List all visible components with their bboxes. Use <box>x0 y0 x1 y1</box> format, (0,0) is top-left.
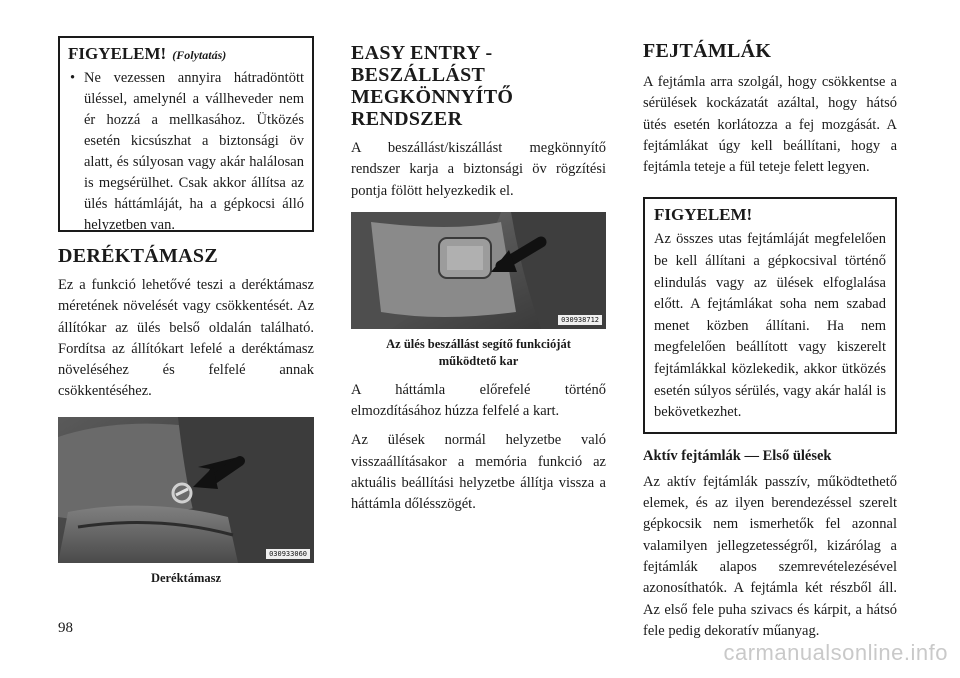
easy-entry-figure <box>351 212 606 329</box>
section-heading-lumbar: DERÉKTÁMASZ <box>58 245 218 267</box>
warning-bullet <box>68 68 304 236</box>
lumbar-support-figure <box>58 417 314 563</box>
lumbar-paragraph: Ez a funkció lehetővé teszi a deréktámasz méretének növelését vagy csökkentését. Az állítókar az ülés belső oldalán található. Fordítsa az állítókart lefelé a deréktámasz növeléséhez és felfelé annak csökkentéséhez. <box>58 277 314 400</box>
figure-code: 030933060 <box>266 549 310 559</box>
easy-entry-paragraph-2: Az ülések normál helyzetbe való visszaállításakor a memória funkció az aktuális beállítási helyzetbe állítja vissza a háttámla dőlésszögét. <box>351 432 606 513</box>
warning-text: Az összes utas fejtámláját megfelelően be kell állítani a gépkocsival történő elindulás vagy az ülések elfoglalása előtt. A fejtámlákat soha nem szabad menet közben állítani. Ha nem megfelelően beállított vagy kiszerelt fejtámlákkal közlekedik, akkor ütközés esetén súlyos sérülés, vagy akár halál is bekövetkezhet. <box>654 231 886 421</box>
head-restraints-intro: A fejtámla arra szolgál, hogy csökkentse a sérülések kockázatát azáltal, hogy hátsó ütés esetén korlátozza a fej mozgását. A fejtámlákat úgy kell beállítani, hogy a fejtámla teteje a fül teteje felett legyen. <box>643 74 897 176</box>
easy-entry-intro: A beszállást/kiszállást megkönnyítő rendszer karja a biztonsági öv rögzítési pontja fölött helyezkedik el. <box>351 140 606 199</box>
caption-line: Az ülés beszállást segítő funkcióját <box>386 336 571 351</box>
easy-entry-figure-caption <box>351 336 606 370</box>
bullet-icon: • <box>70 70 76 86</box>
warning-box <box>643 197 897 433</box>
figure-code: 030938712 <box>558 315 602 325</box>
section-heading-head-restraints: FEJTÁMLÁK <box>643 40 772 62</box>
warning-continued-label: (Folytatás) <box>172 48 227 62</box>
heading-line: RENDSZER <box>351 108 463 130</box>
left-column <box>58 36 314 587</box>
caption-line: működtető kar <box>438 353 519 368</box>
page-number: 98 <box>58 620 73 636</box>
heading-line: MEGKÖNNYÍTŐ <box>351 86 514 108</box>
lumbar-seat-illustration <box>58 417 314 563</box>
watermark: carmanualsonline.info <box>723 640 948 665</box>
easy-entry-seat-illustration <box>351 212 606 329</box>
warning-bullet-text: Ne vezessen annyira hátradöntött üléssel, amelynél a vállheveder nem ér hozzá a mellkasához. Ütközés esetén kicsúszhat a biztonsági öv alatt, és súlyosan vagy akár halálosan is megsérülhet. Csak akkor állítsa az ülés háttámláját, ha a gépkocsi álló helyzetben van. <box>84 70 304 233</box>
active-head-restraints-subheading: Aktív fejtámlák — Első ülések <box>643 447 832 464</box>
warning-box-continued <box>58 36 314 232</box>
section-heading-easy-entry <box>351 42 606 130</box>
middle-column <box>351 36 606 516</box>
lumbar-figure-caption: Deréktámasz <box>150 570 222 585</box>
warning-title <box>68 44 304 64</box>
warning-title: FIGYELEM! <box>654 205 753 225</box>
easy-entry-paragraph-1: A háttámla előrefelé történő elmozdításához húzza felfelé a kart. <box>351 381 606 420</box>
heading-line: BESZÁLLÁST <box>351 64 486 86</box>
active-head-restraints-paragraph: Az aktív fejtámlák passzív, működtethető elemek, és az ilyen berendezéssel szerelt gépkocsik nem ismerhetők fel azonnal valamilyen jellegzetességről, kizárólag a fejtámlák alapos szemrevételezésével azonosíthatók. A fejtámla két részből áll. Az első fele puha szivacs és kárpit, a hátsó fele pedig dekoratív műanyag. <box>643 473 897 639</box>
heading-line: EASY ENTRY - <box>351 42 493 64</box>
warning-title-text: FIGYELEM! <box>68 44 167 63</box>
right-column <box>643 36 897 642</box>
